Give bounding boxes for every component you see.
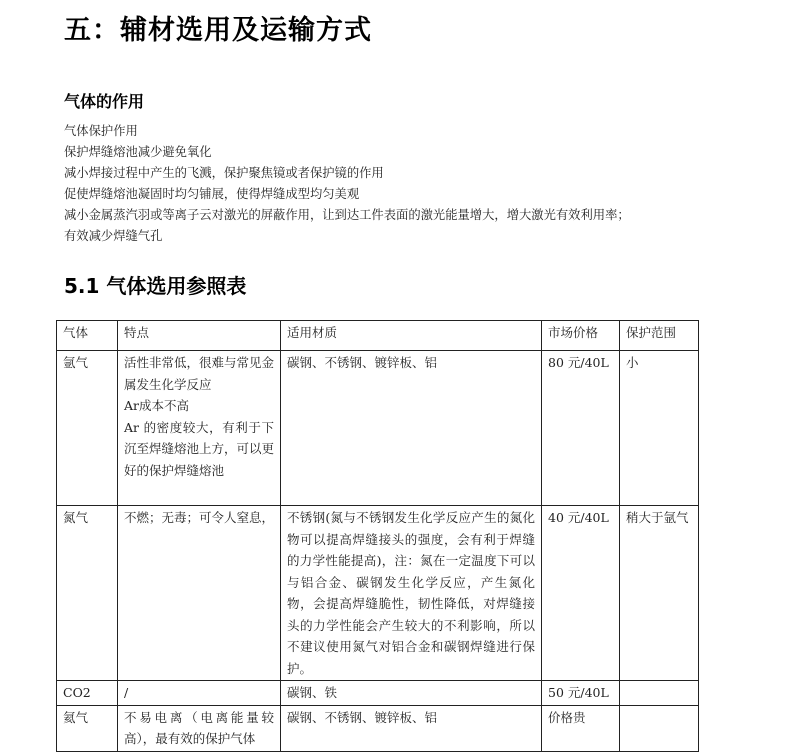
feature-line: Ar成本不高	[124, 398, 190, 413]
cell-range	[620, 681, 699, 706]
cell-features	[118, 681, 281, 706]
gas-selection-table	[56, 320, 699, 752]
paragraph-line: 减小焊接过程中产生的飞溅，保护聚焦镜或者保护镜的作用	[64, 166, 384, 180]
cell-gas: 氩气	[57, 351, 118, 506]
section-heading-gas-function: 气体的作用	[64, 92, 145, 111]
cell-features	[118, 506, 281, 681]
cell-materials: 不锈钢(氮与不锈钢发生化学反应产生的氮化物可以提高焊缝接头的强度，会有利于焊缝的力学性能提高)，注：氮在一定温度下可以与铝合金、碳钢发生化学反应，产生氮化物，会提高焊缝脆性，韧性降低，对焊缝接头的力学性能会产生较大的不利影响，所以不建议使用氮气对铝合金和碳钢焊缝进行保护。	[281, 506, 542, 681]
cell-gas: 氦气	[57, 705, 118, 751]
cell-range	[620, 705, 699, 751]
paragraph-line: 有效减少焊缝气孔	[64, 229, 163, 243]
cell-price: 80 元/40L	[542, 351, 620, 506]
cell-features	[118, 351, 281, 506]
header-range: 保护范围	[620, 321, 699, 351]
gas-function-paragraphs	[64, 121, 764, 247]
table-row	[57, 351, 699, 506]
header-gas: 气体	[57, 321, 118, 351]
table-row	[57, 705, 699, 751]
paragraph-line: 保护焊缝熔池减少避免氧化	[64, 145, 212, 159]
paragraph-line: 气体保护作用	[64, 124, 138, 138]
cell-price: 50 元/40L	[542, 681, 620, 706]
cell-range: 稍大于氩气	[620, 506, 699, 681]
page-title: 五：辅材选用及运输方式	[64, 15, 372, 46]
cell-features	[118, 705, 281, 751]
cell-price: 价格贵	[542, 705, 620, 751]
cell-materials: 碳钢、不锈钢、镀锌板、铝	[281, 351, 542, 506]
cell-gas: 氮气	[57, 506, 118, 681]
table-row	[57, 681, 699, 706]
cell-materials: 碳钢、不锈钢、镀锌板、铝	[281, 705, 542, 751]
feature-line: 不燃；无毒；可令人窒息，	[124, 510, 275, 525]
feature-line: 活性非常低，很难与常见金属发生化学反应	[124, 355, 275, 392]
feature-line: Ar 的密度较大，有利于下沉至焊缝熔池上方，可以更好的保护焊缝熔池	[124, 419, 275, 478]
cell-materials: 碳钢、铁	[281, 681, 542, 706]
table-row	[57, 506, 699, 681]
header-price: 市场价格	[542, 321, 620, 351]
cell-price: 40 元/40L	[542, 506, 620, 681]
cell-gas: CO2	[57, 681, 118, 706]
feature-line: /	[124, 685, 129, 700]
table-header-row	[57, 321, 699, 351]
header-materials: 适用材质	[281, 321, 542, 351]
cell-range: 小	[620, 351, 699, 506]
table-title: 5.1 气体选用参照表	[64, 274, 247, 298]
feature-line: 不易电离（电离能量较高），最有效的保护气体	[124, 709, 274, 746]
header-features: 特点	[118, 321, 281, 351]
paragraph-line: 促使焊缝熔池凝固时均匀铺展，使得焊缝成型均匀美观	[64, 187, 360, 201]
paragraph-line: 减小金属蒸汽羽或等离子云对激光的屏蔽作用，让到达工件表面的激光能量增大，增大激光有效利用率；	[64, 208, 630, 222]
